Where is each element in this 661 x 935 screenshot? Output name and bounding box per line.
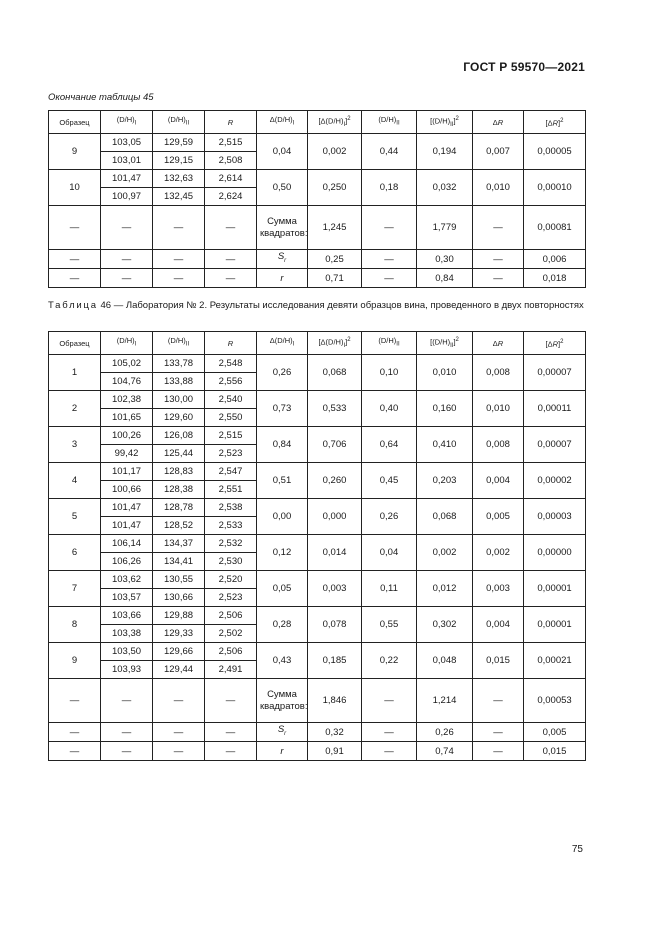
table-row <box>49 355 586 373</box>
table-row <box>49 391 586 409</box>
delta-r-sq-value-cell: 0,00000 <box>524 535 586 571</box>
col-header-sample: Образец <box>49 332 101 355</box>
summary-value-cell: — <box>473 679 524 723</box>
col-header-dh2-b: $(D/H)_{II}$ <box>362 111 417 134</box>
dh2-value-cell: 134,41 <box>153 553 205 571</box>
dash-cell: — <box>49 679 101 723</box>
delta-dh1-value-cell: 0,50 <box>257 170 308 206</box>
summary-label-cell: r <box>257 742 308 761</box>
delta-dh1-value-cell: 0,26 <box>257 355 308 391</box>
r-value-cell: 2,614 <box>205 170 257 188</box>
dh2-sq-value-cell: 0,032 <box>417 170 473 206</box>
dh2-b-value-cell: 0,11 <box>362 571 417 607</box>
dh2-value-cell: 129,59 <box>153 134 205 152</box>
dh2-sq-value-cell: 0,302 <box>417 607 473 643</box>
col-header-dh1: $(D/H)_I$ <box>101 332 153 355</box>
col-header-dh2: $(D/H)_{II}$ <box>153 332 205 355</box>
dh2-b-value-cell: 0,26 <box>362 499 417 535</box>
delta-r-value-cell: 0,015 <box>473 643 524 679</box>
dh2-b-value-cell: 0,64 <box>362 427 417 463</box>
summary-value-cell: 0,00081 <box>524 206 586 250</box>
r-value-cell: 2,551 <box>205 481 257 499</box>
table-header-row <box>49 332 586 355</box>
r-value-cell: 2,556 <box>205 373 257 391</box>
summary-value-cell: 0,26 <box>417 723 473 742</box>
dh1-value-cell: 100,97 <box>101 188 153 206</box>
col-header-delta-dh1-sq: $[\Delta(D/H)_I]^2$ <box>308 332 362 355</box>
dash-cell: — <box>205 269 257 288</box>
delta-r-value-cell: 0,010 <box>473 170 524 206</box>
summary-row <box>49 269 586 288</box>
table-row <box>49 170 586 188</box>
r-value-cell: 2,547 <box>205 463 257 481</box>
summary-row <box>49 742 586 761</box>
summary-value-cell: 0,32 <box>308 723 362 742</box>
summary-label-cell: $S_r$ <box>257 250 308 269</box>
summary-value-cell: 0,015 <box>524 742 586 761</box>
dh2-value-cell: 129,44 <box>153 661 205 679</box>
summary-row <box>49 679 586 723</box>
dh2-value-cell: 130,66 <box>153 589 205 607</box>
r-value-cell: 2,538 <box>205 499 257 517</box>
dh1-value-cell: 101,17 <box>101 463 153 481</box>
dash-cell: — <box>49 723 101 742</box>
col-header-r: R <box>205 111 257 134</box>
summary-value-cell: — <box>473 723 524 742</box>
summary-value-cell: — <box>473 250 524 269</box>
dh2-sq-value-cell: 0,160 <box>417 391 473 427</box>
dash-cell: — <box>205 679 257 723</box>
col-header-dh2: $(D/H)_{II}$ <box>153 111 205 134</box>
dh2-b-value-cell: 0,40 <box>362 391 417 427</box>
dash-cell: — <box>49 269 101 288</box>
col-header-dh1: $(D/H)_I$ <box>101 111 153 134</box>
summary-value-cell: 0,006 <box>524 250 586 269</box>
summary-value-cell: 0,00053 <box>524 679 586 723</box>
delta-r-value-cell: 0,004 <box>473 607 524 643</box>
delta-r-value-cell: 0,010 <box>473 391 524 427</box>
delta-dh1-value-cell: 0,28 <box>257 607 308 643</box>
dh2-value-cell: 134,37 <box>153 535 205 553</box>
r-value-cell: 2,530 <box>205 553 257 571</box>
dh1-value-cell: 103,62 <box>101 571 153 589</box>
dh2-sq-value-cell: 0,410 <box>417 427 473 463</box>
dh1-value-cell: 103,01 <box>101 152 153 170</box>
col-header-sample: Образец <box>49 111 101 134</box>
dash-cell: — <box>153 250 205 269</box>
dash-cell: — <box>49 250 101 269</box>
col-header-delta-dh1: $\Delta(D/H)_I$ <box>257 111 308 134</box>
summary-row <box>49 206 586 250</box>
page-number: 75 <box>571 844 583 855</box>
dh1-value-cell: 102,38 <box>101 391 153 409</box>
sample-id-cell: 1 <box>49 355 101 391</box>
delta-dh1-sq-value-cell: 0,260 <box>308 463 362 499</box>
dash-cell: — <box>205 723 257 742</box>
col-header-delta-r-sq: $[\Delta R]^2$ <box>524 111 586 134</box>
table-row <box>49 607 586 625</box>
col-header-delta-r: ΔR <box>473 332 524 355</box>
table-45 <box>48 110 586 288</box>
dash-cell: — <box>205 742 257 761</box>
dh2-b-value-cell: 0,55 <box>362 607 417 643</box>
delta-r-sq-value-cell: 0,00021 <box>524 643 586 679</box>
delta-r-sq-value-cell: 0,00007 <box>524 427 586 463</box>
dash-cell: — <box>205 206 257 250</box>
r-value-cell: 2,523 <box>205 445 257 463</box>
delta-r-sq-value-cell: 0,00001 <box>524 607 586 643</box>
delta-r-sq-value-cell: 0,00001 <box>524 571 586 607</box>
table-continuation-label: Окончание таблицы 45 <box>48 92 154 103</box>
delta-r-value-cell: 0,005 <box>473 499 524 535</box>
dh2-value-cell: 128,38 <box>153 481 205 499</box>
dh2-b-value-cell: 0,45 <box>362 463 417 499</box>
delta-r-value-cell: 0,003 <box>473 571 524 607</box>
summary-value-cell: 1,245 <box>308 206 362 250</box>
delta-dh1-sq-value-cell: 0,706 <box>308 427 362 463</box>
col-header-dh2-b: $(D/H)_{II}$ <box>362 332 417 355</box>
dh2-b-value-cell: 0,04 <box>362 535 417 571</box>
summary-value-cell: 1,846 <box>308 679 362 723</box>
summary-value-cell: — <box>362 742 417 761</box>
delta-dh1-sq-value-cell: 0,000 <box>308 499 362 535</box>
summary-value-cell: 0,018 <box>524 269 586 288</box>
delta-dh1-value-cell: 0,04 <box>257 134 308 170</box>
r-value-cell: 2,515 <box>205 134 257 152</box>
col-header-r: R <box>205 332 257 355</box>
dh1-value-cell: 103,93 <box>101 661 153 679</box>
delta-dh1-sq-value-cell: 0,185 <box>308 643 362 679</box>
dh2-sq-value-cell: 0,203 <box>417 463 473 499</box>
dash-cell: — <box>153 723 205 742</box>
r-value-cell: 2,502 <box>205 625 257 643</box>
dash-cell: — <box>153 269 205 288</box>
summary-value-cell: 0,84 <box>417 269 473 288</box>
dash-cell: — <box>101 250 153 269</box>
dh2-value-cell: 128,83 <box>153 463 205 481</box>
dh2-value-cell: 130,00 <box>153 391 205 409</box>
dh1-value-cell: 103,66 <box>101 607 153 625</box>
summary-label-cell: $S_r$ <box>257 723 308 742</box>
dash-cell: — <box>205 250 257 269</box>
r-value-cell: 2,548 <box>205 355 257 373</box>
sample-id-cell: 10 <box>49 170 101 206</box>
dh1-value-cell: 100,26 <box>101 427 153 445</box>
r-value-cell: 2,515 <box>205 427 257 445</box>
delta-dh1-sq-value-cell: 0,003 <box>308 571 362 607</box>
dh2-value-cell: 133,78 <box>153 355 205 373</box>
summary-value-cell: 0,30 <box>417 250 473 269</box>
summary-value-cell: 0,71 <box>308 269 362 288</box>
r-value-cell: 2,532 <box>205 535 257 553</box>
dash-cell: — <box>101 679 153 723</box>
summary-value-cell: — <box>473 269 524 288</box>
delta-r-value-cell: 0,008 <box>473 427 524 463</box>
dash-cell: — <box>49 742 101 761</box>
sample-id-cell: 5 <box>49 499 101 535</box>
summary-value-cell: — <box>362 723 417 742</box>
summary-label-cell: r <box>257 269 308 288</box>
dh2-value-cell: 129,15 <box>153 152 205 170</box>
delta-dh1-value-cell: 0,00 <box>257 499 308 535</box>
dh1-value-cell: 103,05 <box>101 134 153 152</box>
dh2-sq-value-cell: 0,012 <box>417 571 473 607</box>
summary-label-cell: Сумма квадратов: <box>257 206 308 250</box>
dh2-value-cell: 129,33 <box>153 625 205 643</box>
delta-r-sq-value-cell: 0,00007 <box>524 355 586 391</box>
dash-cell: — <box>153 742 205 761</box>
delta-dh1-value-cell: 0,51 <box>257 463 308 499</box>
r-value-cell: 2,523 <box>205 589 257 607</box>
summary-value-cell: 0,91 <box>308 742 362 761</box>
delta-r-value-cell: 0,007 <box>473 134 524 170</box>
delta-r-value-cell: 0,004 <box>473 463 524 499</box>
delta-dh1-sq-value-cell: 0,078 <box>308 607 362 643</box>
sample-id-cell: 9 <box>49 134 101 170</box>
summary-value-cell: — <box>362 206 417 250</box>
caption-prefix: Таблица <box>48 300 98 311</box>
dash-cell: — <box>153 679 205 723</box>
dash-cell: — <box>101 742 153 761</box>
dh2-sq-value-cell: 0,048 <box>417 643 473 679</box>
caption-text: 46 — Лаборатория № 2. Результаты исследования девяти образцов вина, проведенного в двух повторностях <box>100 300 584 311</box>
dh2-sq-value-cell: 0,194 <box>417 134 473 170</box>
delta-r-value-cell: 0,008 <box>473 355 524 391</box>
delta-r-sq-value-cell: 0,00005 <box>524 134 586 170</box>
r-value-cell: 2,550 <box>205 409 257 427</box>
delta-dh1-sq-value-cell: 0,250 <box>308 170 362 206</box>
dh2-sq-value-cell: 0,002 <box>417 535 473 571</box>
dh1-value-cell: 101,47 <box>101 499 153 517</box>
standard-designation: ГОСТ Р 59570—2021 <box>463 60 585 74</box>
dh2-b-value-cell: 0,18 <box>362 170 417 206</box>
delta-dh1-sq-value-cell: 0,014 <box>308 535 362 571</box>
table-row <box>49 499 586 517</box>
table-row <box>49 427 586 445</box>
delta-dh1-sq-value-cell: 0,068 <box>308 355 362 391</box>
col-header-dh2-sq: $[(D/H)_{II}]^2$ <box>417 111 473 134</box>
table-46-caption <box>48 300 593 312</box>
dash-cell: — <box>153 206 205 250</box>
summary-value-cell: — <box>473 206 524 250</box>
dash-cell: — <box>49 206 101 250</box>
dh2-value-cell: 126,08 <box>153 427 205 445</box>
summary-value-cell: 1,779 <box>417 206 473 250</box>
summary-value-cell: — <box>473 742 524 761</box>
delta-r-sq-value-cell: 0,00011 <box>524 391 586 427</box>
summary-label-cell: Сумма квадратов: <box>257 679 308 723</box>
delta-r-sq-value-cell: 0,00002 <box>524 463 586 499</box>
dh1-value-cell: 103,50 <box>101 643 153 661</box>
sample-id-cell: 9 <box>49 643 101 679</box>
r-value-cell: 2,520 <box>205 571 257 589</box>
delta-r-sq-value-cell: 0,00003 <box>524 499 586 535</box>
r-value-cell: 2,540 <box>205 391 257 409</box>
table-row <box>49 535 586 553</box>
sample-id-cell: 4 <box>49 463 101 499</box>
dh1-value-cell: 101,65 <box>101 409 153 427</box>
dh2-value-cell: 129,88 <box>153 607 205 625</box>
sample-id-cell: 8 <box>49 607 101 643</box>
dash-cell: — <box>101 269 153 288</box>
table-row <box>49 134 586 152</box>
summary-value-cell: 0,005 <box>524 723 586 742</box>
r-value-cell: 2,508 <box>205 152 257 170</box>
dh1-value-cell: 103,57 <box>101 589 153 607</box>
delta-dh1-value-cell: 0,73 <box>257 391 308 427</box>
dh2-value-cell: 130,55 <box>153 571 205 589</box>
dh1-value-cell: 99,42 <box>101 445 153 463</box>
delta-dh1-sq-value-cell: 0,533 <box>308 391 362 427</box>
dh2-sq-value-cell: 0,068 <box>417 499 473 535</box>
table-46 <box>48 331 586 761</box>
col-header-dh2-sq: $[(D/H)_{II}]^2$ <box>417 332 473 355</box>
dh2-b-value-cell: 0,10 <box>362 355 417 391</box>
r-value-cell: 2,624 <box>205 188 257 206</box>
r-value-cell: 2,491 <box>205 661 257 679</box>
dh1-value-cell: 100,66 <box>101 481 153 499</box>
summary-value-cell: 1,214 <box>417 679 473 723</box>
dh2-value-cell: 129,66 <box>153 643 205 661</box>
table-row <box>49 643 586 661</box>
table-row <box>49 463 586 481</box>
col-header-delta-r: ΔR <box>473 111 524 134</box>
summary-value-cell: — <box>362 250 417 269</box>
sample-id-cell: 3 <box>49 427 101 463</box>
delta-dh1-value-cell: 0,12 <box>257 535 308 571</box>
col-header-delta-dh1-sq: $[\Delta(D/H)_I]^2$ <box>308 111 362 134</box>
delta-dh1-value-cell: 0,05 <box>257 571 308 607</box>
r-value-cell: 2,506 <box>205 607 257 625</box>
r-value-cell: 2,506 <box>205 643 257 661</box>
dh2-value-cell: 132,63 <box>153 170 205 188</box>
summary-row <box>49 250 586 269</box>
sample-id-cell: 6 <box>49 535 101 571</box>
dh2-value-cell: 129,60 <box>153 409 205 427</box>
dh2-b-value-cell: 0,44 <box>362 134 417 170</box>
dh1-value-cell: 106,14 <box>101 535 153 553</box>
col-header-delta-r-sq: $[\Delta R]^2$ <box>524 332 586 355</box>
summary-value-cell: 0,74 <box>417 742 473 761</box>
delta-r-value-cell: 0,002 <box>473 535 524 571</box>
table-header-row <box>49 111 586 134</box>
dh1-value-cell: 104,76 <box>101 373 153 391</box>
dash-cell: — <box>101 206 153 250</box>
dh2-value-cell: 128,78 <box>153 499 205 517</box>
dh2-value-cell: 133,88 <box>153 373 205 391</box>
summary-row <box>49 723 586 742</box>
sample-id-cell: 2 <box>49 391 101 427</box>
summary-value-cell: 0,25 <box>308 250 362 269</box>
dh2-value-cell: 125,44 <box>153 445 205 463</box>
delta-r-sq-value-cell: 0,00010 <box>524 170 586 206</box>
table-row <box>49 571 586 589</box>
dh2-value-cell: 128,52 <box>153 517 205 535</box>
delta-dh1-value-cell: 0,84 <box>257 427 308 463</box>
dh2-sq-value-cell: 0,010 <box>417 355 473 391</box>
r-value-cell: 2,533 <box>205 517 257 535</box>
dh1-value-cell: 101,47 <box>101 517 153 535</box>
dh1-value-cell: 103,38 <box>101 625 153 643</box>
dh1-value-cell: 101,47 <box>101 170 153 188</box>
dh2-b-value-cell: 0,22 <box>362 643 417 679</box>
col-header-delta-dh1: $\Delta(D/H)_I$ <box>257 332 308 355</box>
delta-dh1-value-cell: 0,43 <box>257 643 308 679</box>
summary-value-cell: — <box>362 679 417 723</box>
dh1-value-cell: 106,26 <box>101 553 153 571</box>
dash-cell: — <box>101 723 153 742</box>
summary-value-cell: — <box>362 269 417 288</box>
dh1-value-cell: 105,02 <box>101 355 153 373</box>
delta-dh1-sq-value-cell: 0,002 <box>308 134 362 170</box>
sample-id-cell: 7 <box>49 571 101 607</box>
dh2-value-cell: 132,45 <box>153 188 205 206</box>
